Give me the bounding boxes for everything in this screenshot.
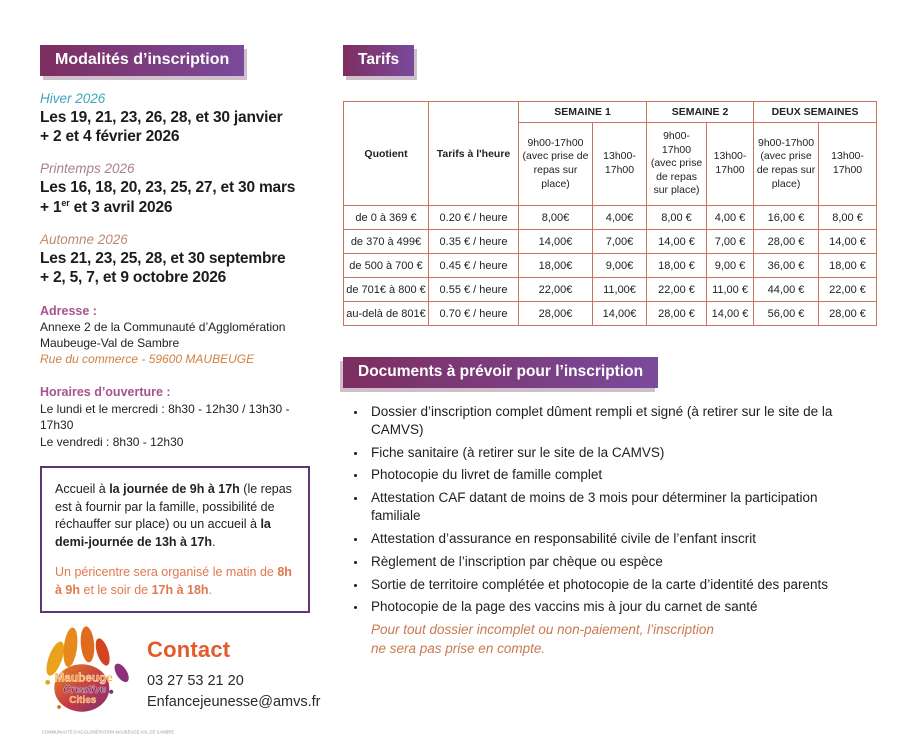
table-row [344, 230, 877, 254]
price-cell: 8,00€ [519, 206, 593, 230]
list-item: • Photocopie de la page des vaccins mis à jour du carnet de santé [367, 598, 867, 616]
accueil-bold-demi-journee: la demi-journée de 13h à 17h [55, 517, 271, 550]
price-cell: 28,00 € [647, 302, 707, 326]
quotient-cell: de 370 à 499€ [344, 230, 429, 254]
header-semaine2: SEMAINE 2 [647, 102, 754, 123]
contact-heading: Contact [147, 637, 231, 663]
table-row [344, 278, 877, 302]
table-row [344, 302, 877, 326]
price-cell: 8,00 € [647, 206, 707, 230]
documents-banner: Documents à prévoir pour l’inscription [343, 357, 658, 388]
header-semaine1: SEMAINE 1 [519, 102, 647, 123]
price-cell: 18,00 € [819, 254, 877, 278]
pericentre-bold-soir: 17h à 18h [151, 582, 209, 597]
season-hiver-label: Hiver 2026 [40, 91, 106, 106]
list-item: • Sortie de territoire complétée et photocopie de la carte d’identité des parents [367, 576, 867, 594]
list-item: • Règlement de l’inscription par chèque ou espèce [367, 553, 867, 571]
pericentre-bold-matin: 8h à 9h [55, 564, 292, 597]
pericentre-paragraph: Un péricentre sera organisé le matin de 8h à 9h et le soir de 17h à 18h. [55, 564, 292, 597]
rate-cell: 0.55 € / heure [429, 278, 519, 302]
accueil-info-box [40, 466, 310, 614]
price-cell: 56,00 € [754, 302, 819, 326]
tarifs-table [343, 101, 877, 326]
price-cell: 28,00€ [519, 302, 593, 326]
contact-info [147, 633, 321, 712]
table-row [344, 206, 877, 230]
list-item: • Fiche sanitaire (à retirer sur le site de la CAMVS) [367, 444, 867, 462]
price-cell: 44,00 € [754, 278, 819, 302]
subheader-s1-afternoon: 13h00-17h00 [593, 123, 647, 206]
price-cell: 22,00€ [519, 278, 593, 302]
contact-phone: 03 27 53 21 20 [147, 673, 244, 690]
price-cell: 8,00 € [819, 206, 877, 230]
list-item: • Attestation d’assurance en responsabilité civile de l’enfant inscrit [367, 530, 867, 548]
price-cell: 14,00 € [647, 230, 707, 254]
price-cell: 22,00 € [647, 278, 707, 302]
contact-section [40, 633, 325, 743]
table-row [344, 254, 877, 278]
price-cell: 14,00€ [593, 302, 647, 326]
horaires-line1: Le lundi et le mercredi : 8h30 - 12h30 / 13h30 - 17h30 [40, 401, 290, 433]
logo-text-cities: Cities [69, 695, 97, 707]
subheader-s2-morning: 9h00-17h00 (avec prise de repas sur place) [647, 123, 707, 206]
modalites-banner: Modalités d’inscription [40, 45, 244, 76]
note-line2: ne sera pas prise en compte. [371, 641, 546, 657]
price-cell: 36,00 € [754, 254, 819, 278]
accueil-bold-journee: la journée de 9h à 17h [109, 481, 240, 496]
price-cell: 4,00€ [593, 206, 647, 230]
list-item: • Dossier d’inscription complet dûment rempli et signé (à retirer sur le site de la CAMVS) [367, 403, 867, 439]
logo-caption: COMMUNAUTÉ D’AGGLOMÉRATION MAUBEUGE-VAL DE SAMBRE [41, 730, 175, 736]
rate-cell: 0.20 € / heure [429, 206, 519, 230]
contact-email: Enfancejeunesse@amvs.fr [147, 694, 321, 711]
price-cell: 14,00 € [707, 302, 754, 326]
subheader-ds-morning: 9h00-17h00 (avec prise de repas sur place) [754, 123, 819, 206]
price-cell: 4,00 € [707, 206, 754, 230]
maubeuge-creative-cities-logo [40, 633, 175, 743]
price-cell: 14,00€ [519, 230, 593, 254]
tarifs-banner: Tarifs [343, 45, 414, 76]
superscript-er: er [61, 197, 70, 208]
list-item: • Attestation CAF datant de moins de 3 mois pour déterminer la participation familiale [367, 489, 867, 525]
header-quotient: Quotient [344, 102, 429, 206]
price-cell: 7,00 € [707, 230, 754, 254]
adresse-line2: Maubeuge-Val de Sambre [40, 336, 180, 351]
price-cell: 18,00€ [519, 254, 593, 278]
adresse-heading: Adresse : [40, 304, 97, 319]
automne-dates-line2: + 2, 5, 7, et 9 octobre 2026 [40, 269, 227, 287]
left-column [40, 45, 325, 743]
price-cell: 7,00€ [593, 230, 647, 254]
season-automne-label: Automne 2026 [40, 232, 128, 248]
horaires-heading: Horaires d’ouverture : [40, 384, 171, 399]
price-cell: 16,00 € [754, 206, 819, 230]
list-item: • Photocopie du livret de famille complet [367, 466, 867, 484]
price-cell: 14,00 € [819, 230, 877, 254]
price-cell: 28,00 € [754, 230, 819, 254]
header-deux-semaines: DEUX SEMAINES [754, 102, 877, 123]
logo-text-creative: Creative [63, 684, 107, 697]
subheader-ds-afternoon: 13h00-17h00 [819, 123, 877, 206]
horaires-line2: Le vendredi : 8h30 - 12h30 [40, 434, 184, 449]
subheader-s1-morning: 9h00-17h00 (avec prise de repas sur place) [519, 123, 593, 206]
price-cell: 11,00€ [593, 278, 647, 302]
right-column [343, 45, 878, 659]
price-cell: 28,00 € [819, 302, 877, 326]
subheader-s2-afternoon: 13h00-17h00 [707, 123, 754, 206]
price-cell: 11,00 € [707, 278, 754, 302]
handprint-logo-icon [40, 633, 135, 725]
quotient-cell: de 0 à 369 € [344, 206, 429, 230]
hiver-dates-line1: Les 19, 21, 23, 26, 28, et 30 janvier [40, 109, 283, 126]
quotient-cell: au-delà de 801€ [344, 302, 429, 326]
quotient-cell: de 701€ à 800 € [344, 278, 429, 302]
hiver-dates-line2: + 2 et 4 février 2026 [40, 128, 180, 146]
logo-text-maubeuge: Maubeuge [54, 670, 113, 685]
printemps-dates-line2: + 1er et 3 avril 2026 [40, 197, 173, 216]
note-line1: Pour tout dossier incomplet ou non-paiement, l’inscription [371, 622, 714, 638]
header-rate: Tarifs à l'heure [429, 102, 519, 206]
printemps-dates-line1: Les 16, 18, 20, 23, 25, 27, et 30 mars [40, 179, 296, 197]
adresse-street: Rue du commerce - 59600 MAUBEUGE [40, 352, 255, 367]
rate-cell: 0.35 € / heure [429, 230, 519, 254]
rate-cell: 0.70 € / heure [429, 302, 519, 326]
rate-cell: 0.45 € / heure [429, 254, 519, 278]
adresse-line1: Annexe 2 de la Communauté d’Agglomération [40, 320, 286, 335]
price-cell: 9,00 € [707, 254, 754, 278]
season-printemps-label: Printemps 2026 [40, 161, 135, 177]
price-cell: 22,00 € [819, 278, 877, 302]
incomplete-dossier-note [371, 621, 878, 659]
price-cell: 9,00€ [593, 254, 647, 278]
quotient-cell: de 500 à 700 € [344, 254, 429, 278]
price-cell: 18,00 € [647, 254, 707, 278]
printemps-dates [40, 178, 325, 217]
automne-dates [40, 249, 325, 287]
automne-dates-line1: Les 21, 23, 25, 28, et 30 septembre [40, 250, 286, 268]
documents-list [351, 403, 867, 616]
hiver-dates [40, 108, 325, 146]
accueil-paragraph: Accueil à la journée de 9h à 17h (le repas est à fournir par la famille, possibilité de réchauffer sur place) ou un accueil à la demi-journée de 13h à 17h. [55, 481, 292, 550]
